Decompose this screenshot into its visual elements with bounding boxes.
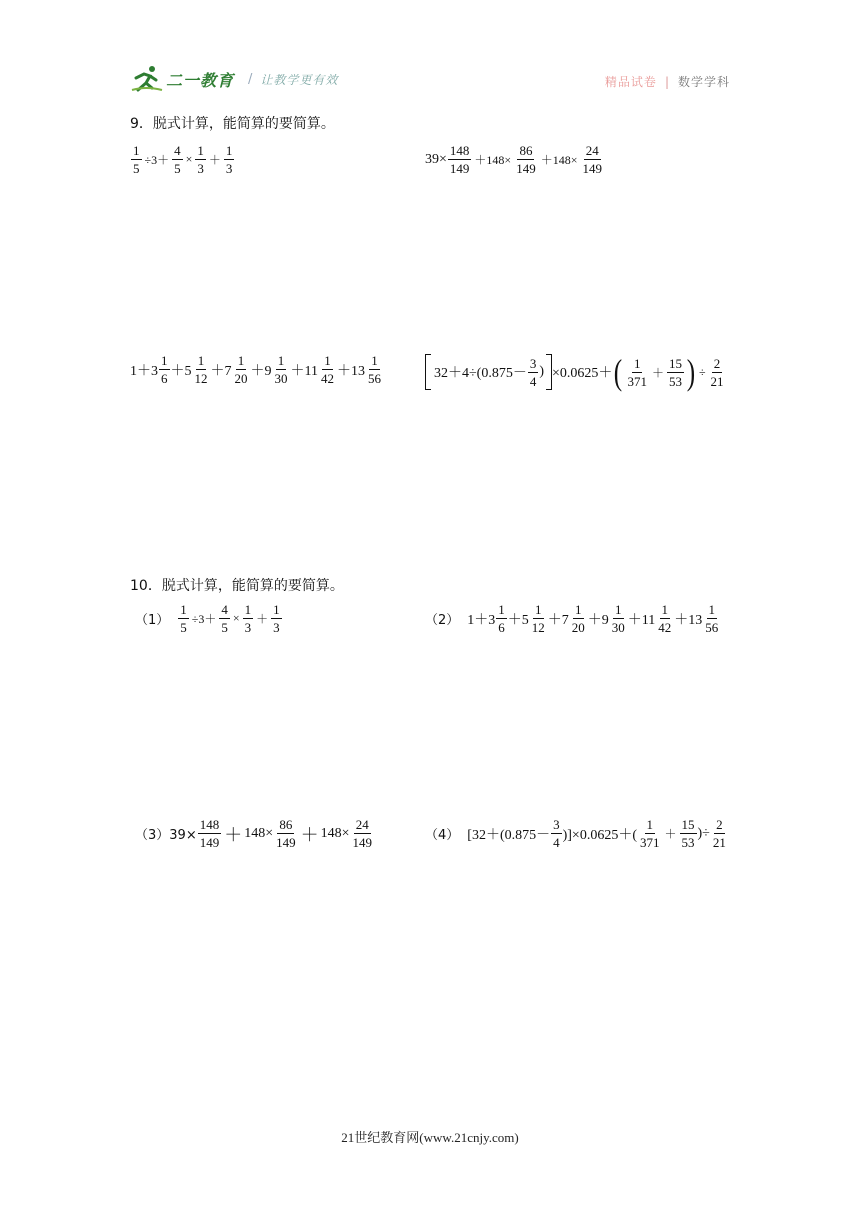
numerator: 1 [277, 353, 285, 368]
denominator: 3 [197, 161, 204, 176]
numerator: 3 [529, 355, 537, 371]
fraction [131, 144, 142, 175]
fraction [703, 603, 720, 634]
header-tag-premium: 精品试卷 [604, 75, 657, 89]
operator: ÷ [698, 364, 706, 379]
fraction [159, 354, 170, 385]
fraction [233, 354, 250, 385]
fraction [656, 603, 673, 634]
denominator: 12 [531, 620, 545, 635]
operator: ＋148× [474, 153, 512, 167]
numerator: 24 [585, 143, 599, 158]
term: ＋5 [507, 612, 529, 628]
term: ＋7 [210, 363, 232, 379]
denominator: 12 [194, 371, 208, 386]
fraction [243, 603, 254, 634]
fraction [366, 354, 383, 385]
fraction [610, 603, 627, 634]
fraction [625, 357, 649, 388]
term: 39× [425, 151, 447, 167]
term: ) [539, 364, 545, 379]
term: )]×0.0625＋( [562, 827, 637, 843]
denominator: 42 [320, 371, 334, 386]
operator: ＋ [224, 824, 243, 845]
header-divider: | [664, 75, 670, 89]
fraction [351, 818, 375, 849]
q9-expression-1 [130, 144, 235, 175]
question-10-title: 10．脱式计算，能简算的要简算。 [130, 578, 344, 594]
q10-part-1 [135, 603, 283, 634]
header-right [605, 73, 730, 90]
term: [32＋(0.875－ [467, 827, 551, 843]
q9-expression-2 [425, 144, 605, 175]
denominator: 149 [449, 161, 470, 176]
fraction [570, 603, 587, 634]
left-paren: ( [614, 352, 623, 392]
numerator: 1 [498, 602, 505, 617]
numerator: 1 [324, 353, 331, 368]
operator: ＋ [256, 612, 269, 626]
operator: × [232, 611, 240, 625]
denominator: 5 [221, 620, 228, 635]
denominator: 21 [712, 835, 726, 850]
term: ＋11 [290, 363, 318, 379]
numerator: 1 [161, 353, 168, 368]
numerator: 15 [681, 817, 695, 832]
header-separator: / [248, 71, 253, 87]
fraction [172, 144, 183, 175]
operator: ＋ [300, 824, 319, 845]
numerator: 15 [668, 355, 682, 371]
fraction [219, 603, 230, 634]
q10-part-4 [425, 818, 729, 849]
q10-part-3 [135, 818, 375, 849]
numerator: 1 [197, 353, 205, 368]
operator: × [185, 152, 193, 166]
fraction [680, 818, 697, 849]
denominator: 149 [582, 161, 602, 176]
term: 32＋4÷(0.875－ [434, 366, 527, 381]
numerator: 1 [633, 355, 641, 371]
numerator: 2 [716, 817, 723, 832]
header-subject: 数学学科 [677, 75, 730, 89]
denominator: 53 [681, 835, 695, 850]
numerator: 1 [535, 602, 542, 617]
fraction [528, 357, 539, 388]
denominator: 21 [710, 373, 724, 389]
part-label: （1） [135, 613, 170, 628]
fraction [580, 144, 604, 175]
term: 148× [320, 825, 350, 841]
page-footer: 21世纪教育网(www.21cnjy.com) [341, 1130, 519, 1145]
denominator: 53 [668, 373, 682, 389]
denominator: 6 [498, 620, 505, 635]
left-bracket [425, 354, 431, 390]
fraction [198, 818, 222, 849]
question-9-title: 9．脱式计算，能简算的要简算。 [130, 116, 335, 132]
operator: ÷3＋ [144, 153, 170, 167]
part-label: （4） [425, 828, 460, 843]
term: ＋13 [336, 363, 365, 379]
numerator: 1 [708, 602, 716, 617]
numerator: 86 [519, 143, 533, 158]
term: 1＋3 [130, 363, 158, 379]
fraction [711, 818, 728, 849]
fraction [195, 144, 206, 175]
numerator: 3 [553, 817, 560, 832]
logo [130, 64, 338, 94]
fraction [319, 354, 336, 385]
numerator: 1 [180, 602, 187, 617]
denominator: 42 [658, 620, 672, 635]
fraction [530, 603, 547, 634]
denominator: 371 [640, 835, 660, 850]
logo-text: 二一教育 [166, 70, 235, 90]
q9-expression-3 [130, 354, 384, 385]
numerator: 1 [575, 602, 582, 617]
q9-expression-4 [425, 354, 727, 390]
fraction [273, 354, 290, 385]
term: ×0.0625＋ [552, 366, 613, 381]
denominator: 4 [553, 835, 560, 850]
operator: ＋ [208, 153, 221, 167]
denominator: 5 [133, 161, 140, 176]
term: ＋7 [547, 612, 569, 628]
fraction [709, 357, 726, 388]
fraction [667, 357, 684, 388]
fraction [551, 818, 562, 849]
term: 1＋3 [467, 612, 496, 628]
fraction [178, 603, 189, 634]
denominator: 5 [174, 161, 181, 176]
denominator: 149 [516, 161, 536, 176]
numerator: 1 [615, 602, 622, 617]
denominator: 4 [529, 373, 537, 389]
denominator: 5 [180, 620, 187, 635]
denominator: 56 [705, 620, 719, 635]
numerator: 86 [279, 817, 293, 832]
numerator: 4 [221, 602, 228, 617]
denominator: 20 [234, 371, 248, 386]
denominator: 20 [571, 620, 585, 635]
term: ＋5 [170, 363, 192, 379]
term: ＋13 [674, 612, 703, 628]
denominator: 3 [225, 161, 233, 176]
denominator: 30 [611, 620, 625, 635]
numerator: 1 [197, 143, 204, 158]
term: ＋9 [587, 612, 609, 628]
part-label: （3）39× [135, 828, 197, 843]
denominator: 3 [244, 620, 252, 635]
fraction [514, 144, 538, 175]
denominator: 30 [274, 371, 288, 386]
denominator: 56 [367, 371, 381, 386]
numerator: 1 [661, 602, 669, 617]
numerator: 1 [237, 353, 245, 368]
term: )÷ [697, 825, 710, 841]
term: ＋11 [627, 612, 656, 628]
right-paren: ) [686, 352, 696, 392]
fraction [271, 603, 282, 634]
denominator: 149 [199, 835, 220, 850]
numerator: 148 [449, 143, 470, 158]
term: 148× [244, 825, 274, 841]
numerator: 2 [713, 355, 721, 371]
fraction [224, 144, 235, 175]
term: ＋9 [250, 363, 272, 379]
numerator: 1 [133, 143, 140, 158]
denominator: 149 [276, 835, 296, 850]
denominator: 3 [273, 620, 280, 635]
numerator: 1 [244, 602, 252, 617]
operator: ÷3＋ [191, 612, 217, 626]
fraction [274, 818, 298, 849]
operator: ＋148× [540, 153, 578, 167]
denominator: 371 [627, 373, 647, 389]
numerator: 24 [355, 817, 369, 832]
page-header [130, 64, 730, 100]
runner-logo-icon [130, 64, 164, 94]
slogan: 让教学更有效 [260, 72, 339, 87]
part-label: （2） [425, 613, 460, 628]
numerator: 148 [199, 817, 220, 832]
fraction [638, 818, 662, 849]
fraction [496, 603, 507, 634]
fraction [193, 354, 210, 385]
numerator: 1 [646, 817, 653, 832]
denominator: 149 [352, 835, 373, 850]
fraction [448, 144, 472, 175]
q10-part-2 [425, 603, 721, 634]
operator: ＋ [664, 827, 677, 841]
denominator: 6 [161, 371, 168, 386]
numerator: 1 [273, 602, 280, 617]
numerator: 1 [371, 353, 378, 368]
operator: ＋ [651, 365, 664, 380]
numerator: 4 [174, 143, 181, 158]
numerator: 1 [225, 143, 233, 158]
